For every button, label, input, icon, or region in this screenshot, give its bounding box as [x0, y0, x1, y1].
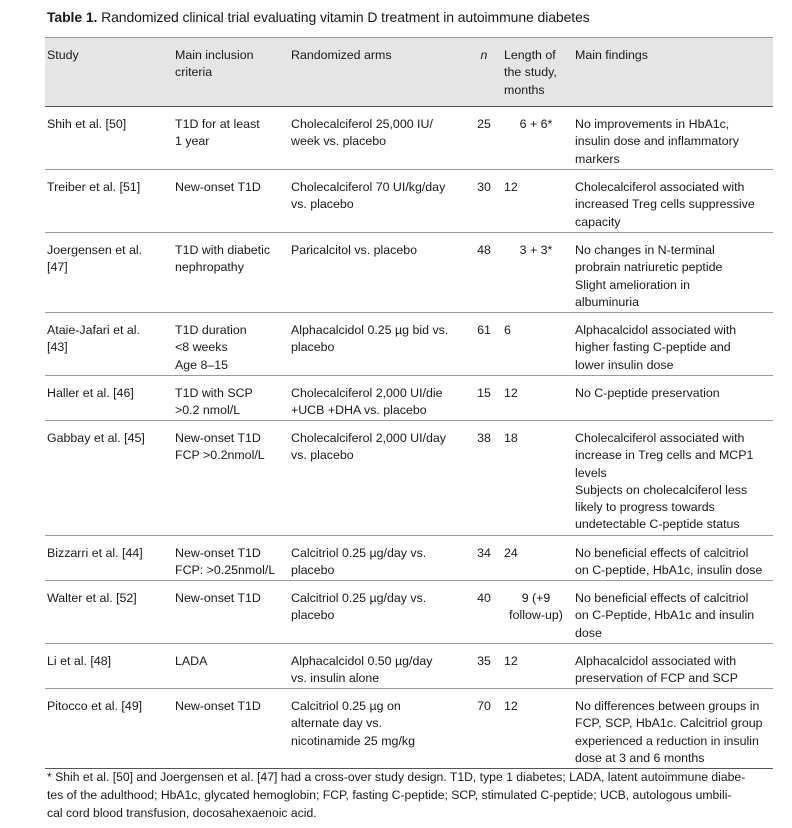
cell-length-line: 3 + 3* [519, 243, 553, 257]
cell-n: 35 [477, 654, 491, 668]
cell-arms-line: alternate day vs. [291, 716, 382, 731]
cell-criteria-line: T1D duration [175, 323, 247, 337]
cell-length [504, 322, 568, 339]
cell-criteria-line: New-onset T1D [175, 180, 261, 194]
table-body [45, 107, 773, 769]
cell-findings-line: No beneficial effects of calcitriol [575, 591, 749, 605]
cell-findings-line: higher fasting C-peptide and [575, 340, 731, 355]
cell-study [47, 179, 171, 196]
cell-criteria-line: New-onset T1D [175, 591, 261, 605]
cell-arms [291, 430, 471, 465]
cell-findings-line: No C-peptide preservation [575, 386, 720, 400]
cell-arms [291, 322, 471, 357]
cell-length [504, 545, 568, 562]
footnote-line: tes of the adulthood; HbA1c, glycated hemoglobin; FCP, fasting C-peptide; SCP, stimulated C-peptide; UCB, autologous umbili- [47, 788, 732, 802]
cell-arms-line: placebo [291, 608, 335, 623]
table-row [45, 644, 773, 689]
table-row [45, 376, 773, 421]
cell-length [504, 653, 568, 670]
header-length-line: Length of [504, 48, 556, 62]
cell-arms-line: Alphacalcidol 0.25 µg bid vs. [291, 323, 449, 337]
cell-criteria [175, 698, 287, 715]
cell-n: 61 [477, 323, 491, 337]
table-row [45, 536, 773, 581]
cell-n: 38 [477, 431, 491, 445]
cell-findings-line: Subjects on cholecalciferol less [575, 482, 748, 497]
cell-findings-line: FCP, SCP, HbA1c. Calcitriol group [575, 716, 763, 731]
cell-findings-line: No improvements in HbA1c, [575, 117, 730, 131]
cell-study [47, 242, 171, 277]
cell-length [504, 242, 568, 259]
cell-criteria [175, 179, 287, 196]
cell-findings-line: dose at 3 and 6 months [575, 750, 705, 765]
footnote-line: cal cord blood transfusion, docosahexaenoic acid. [47, 806, 317, 820]
header-inclusion-line: Main inclusion [175, 48, 254, 62]
cell-arms-line: Calcitriol 0.25 µg on [291, 699, 401, 713]
cell-findings-line: increase in Treg cells and MCP1 [575, 448, 754, 463]
cell-findings [575, 116, 773, 168]
header-findings: Main findings [575, 48, 649, 62]
cell-findings [575, 385, 773, 402]
cell-arms-line: vs. placebo [291, 197, 354, 212]
cell-arms-line: nicotinamide 25 mg/kg [291, 733, 415, 748]
cell-criteria-line: FCP >0.2nmol/L [175, 448, 265, 463]
cell-findings-line: lower insulin dose [575, 357, 674, 372]
cell-arms-line: Calcitriol 0.25 µg/day vs. [291, 546, 427, 560]
cell-findings-line: Slight amelioration in [575, 277, 691, 292]
header-study: Study [47, 48, 79, 62]
cell-criteria [175, 590, 287, 607]
cell-arms-line: Calcitriol 0.25 µg/day vs. [291, 591, 427, 605]
header-length-line: the study, [504, 65, 557, 80]
cell-study-line: [47] [47, 260, 68, 275]
cell-criteria-line: T1D with diabetic [175, 243, 271, 257]
cell-length-line: 12 [504, 699, 518, 713]
cell-arms [291, 242, 471, 259]
cell-study [47, 116, 171, 133]
cell-criteria-line: nephropathy [175, 260, 244, 275]
cell-criteria [175, 116, 287, 151]
cell-findings-line: probrain natriuretic peptide [575, 260, 723, 275]
header-length [504, 47, 568, 99]
cell-n: 70 [477, 699, 491, 713]
cell-criteria-line: T1D with SCP [175, 386, 253, 400]
header-inclusion [175, 47, 287, 82]
cell-findings-line: undetectable C-peptide status [575, 517, 740, 532]
cell-findings-line: Alphacalcidol associated with [575, 323, 737, 337]
cell-study-line: Li et al. [48] [47, 654, 112, 668]
table-footnote [47, 768, 773, 822]
cell-study [47, 698, 171, 715]
cell-study [47, 322, 171, 357]
cell-findings [575, 179, 773, 231]
cell-length-line: 12 [504, 180, 518, 194]
cell-criteria [175, 545, 287, 580]
cell-findings-line: No changes in N-terminal [575, 243, 715, 257]
cell-arms-line: Alphacalcidol 0.50 µg/day [291, 654, 433, 668]
cell-findings-line: on C-Peptide, HbA1c and insulin [575, 608, 755, 623]
cell-findings-line: capacity [575, 214, 621, 229]
table-title-text: Randomized clinical trial evaluating vitamin D treatment in autoimmune diabetes [101, 9, 590, 25]
cell-arms-line: Cholecalciferol 2,000 UI/die [291, 386, 443, 400]
cell-study-line: Bizzarri et al. [44] [47, 546, 143, 560]
cell-findings-line: preservation of FCP and SCP [575, 671, 738, 686]
cell-length [504, 179, 568, 196]
header-length-line: months [504, 82, 545, 97]
cell-study-line: Treiber et al. [51] [47, 180, 141, 194]
cell-criteria-line: T1D for at least [175, 117, 260, 131]
cell-arms [291, 179, 471, 214]
cell-arms [291, 653, 471, 688]
cell-findings [575, 322, 773, 374]
table-header [45, 37, 773, 107]
cell-criteria-line: LADA [175, 654, 208, 668]
table-number: Table 1. [47, 9, 98, 25]
cell-findings [575, 430, 773, 534]
cell-arms-line: placebo [291, 340, 335, 355]
cell-n: 15 [477, 386, 491, 400]
cell-findings-line: No differences between groups in [575, 699, 760, 713]
cell-findings [575, 653, 773, 688]
cell-criteria-line: New-onset T1D [175, 699, 261, 713]
cell-criteria-line: <8 weeks [175, 340, 228, 355]
cell-criteria [175, 430, 287, 465]
cell-arms-line: placebo [291, 563, 335, 578]
cell-study-line: Gabbay et al. [45] [47, 431, 145, 445]
cell-findings-line: No beneficial effects of calcitriol [575, 546, 749, 560]
cell-findings [575, 545, 773, 580]
cell-n: 34 [477, 546, 491, 560]
cell-length-line: 18 [504, 431, 518, 445]
cell-length-line: 6 [504, 323, 511, 337]
cell-findings [575, 698, 773, 767]
table-row [45, 107, 773, 170]
cell-criteria-line: 1 year [175, 134, 210, 149]
cell-study [47, 430, 171, 447]
cell-findings-line: likely to progress towards [575, 500, 715, 515]
cell-length [504, 590, 568, 625]
cell-findings-line: albuminuria [575, 294, 640, 309]
footnote-line: * Shih et al. [50] and Joergensen et al. [47] had a cross-over study design. T1D, type 1 diabetes; LADA, latent autoimmune diabe- [47, 770, 746, 784]
cell-findings-line: on C-peptide, HbA1c, insulin dose [575, 563, 763, 578]
cell-arms [291, 385, 471, 420]
cell-length [504, 698, 568, 715]
cell-arms [291, 116, 471, 151]
cell-study-line: Pitocco et al. [49] [47, 699, 143, 713]
cell-arms-line: vs. placebo [291, 448, 354, 463]
cell-study-line: Joergensen et al. [47, 243, 143, 257]
cell-criteria [175, 653, 287, 670]
cell-length-line: 12 [504, 654, 518, 668]
cell-arms-line: Paricalcitol vs. placebo [291, 243, 418, 257]
cell-findings-line: Alphacalcidol associated with [575, 654, 737, 668]
table-row [45, 421, 773, 536]
cell-study [47, 385, 171, 402]
cell-arms-line: vs. insulin alone [291, 671, 380, 686]
cell-study-line: Shih et al. [50] [47, 117, 127, 131]
cell-findings-line: Cholecalciferol associated with [575, 180, 745, 194]
cell-arms-line: week vs. placebo [291, 134, 387, 149]
cell-arms [291, 545, 471, 580]
table-title [47, 9, 590, 25]
table-row [45, 313, 773, 376]
cell-n: 40 [477, 591, 491, 605]
cell-length-line: 9 (+9 [521, 591, 551, 605]
trial-table [45, 37, 773, 769]
cell-findings-line: markers [575, 151, 620, 166]
cell-study-line: Ataie-Jafari et al. [47, 323, 140, 337]
cell-length-line: follow-up) [509, 608, 563, 623]
cell-length [504, 385, 568, 402]
header-n: n [480, 48, 488, 62]
table-row [45, 170, 773, 233]
cell-study [47, 653, 171, 670]
cell-study [47, 545, 171, 562]
cell-study-line: Haller et al. [46] [47, 386, 134, 400]
cell-findings-line: dose [575, 625, 602, 640]
cell-arms-line: +UCB +DHA vs. placebo [291, 403, 427, 418]
cell-findings [575, 590, 773, 642]
cell-findings-line: levels [575, 465, 607, 480]
cell-criteria-line: New-onset T1D [175, 431, 261, 445]
cell-arms-line: Cholecalciferol 2,000 UI/day [291, 431, 446, 445]
cell-criteria [175, 322, 287, 374]
cell-study-line: [43] [47, 340, 68, 355]
cell-criteria-line: FCP: >0.25nmol/L [175, 563, 276, 578]
cell-arms [291, 698, 471, 750]
cell-criteria [175, 385, 287, 420]
cell-findings-line: insulin dose and inflammatory [575, 134, 739, 149]
header-inclusion-line: criteria [175, 65, 213, 80]
cell-findings-line: Cholecalciferol associated with [575, 431, 745, 445]
header-arms: Randomized arms [291, 48, 392, 62]
cell-study [47, 590, 171, 607]
cell-length [504, 430, 568, 447]
cell-n: 25 [477, 117, 491, 131]
cell-arms-line: Cholecalciferol 25,000 IU/ [291, 117, 433, 131]
cell-n: 30 [477, 180, 491, 194]
table-row [45, 233, 773, 313]
cell-arms [291, 590, 471, 625]
cell-study-line: Walter et al. [52] [47, 591, 137, 605]
cell-findings [575, 242, 773, 311]
cell-criteria-line: New-onset T1D [175, 546, 261, 560]
cell-criteria-line: >0.2 nmol/L [175, 403, 241, 418]
cell-length [504, 116, 568, 133]
cell-criteria-line: Age 8–15 [175, 357, 229, 372]
cell-n: 48 [477, 243, 491, 257]
cell-length-line: 24 [504, 546, 518, 560]
cell-length-line: 6 + 6* [519, 117, 553, 131]
cell-arms-line: Cholecalciferol 70 UI/kg/day [291, 180, 446, 194]
table-row [45, 689, 773, 769]
cell-criteria [175, 242, 287, 277]
cell-findings-line: increased Treg cells suppressive [575, 197, 755, 212]
cell-findings-line: experienced a reduction in insulin [575, 733, 759, 748]
table-row [45, 581, 773, 644]
cell-length-line: 12 [504, 386, 518, 400]
